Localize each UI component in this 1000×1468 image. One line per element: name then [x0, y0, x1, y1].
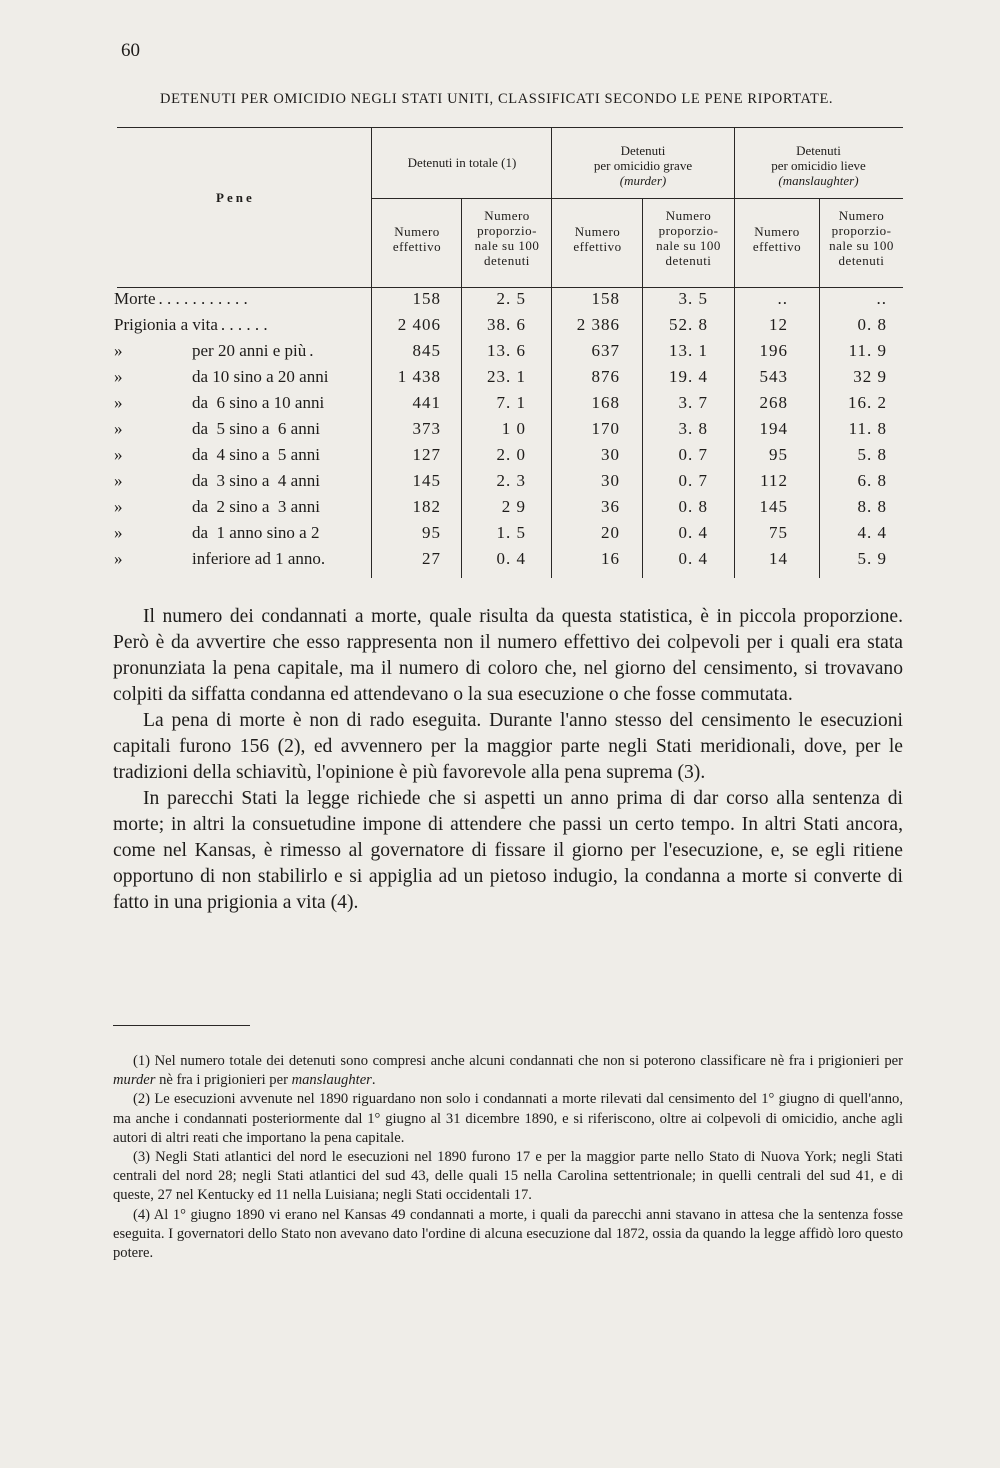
cell-li: 12 [769, 315, 788, 334]
cell-tot-p: 23. 1 [487, 367, 526, 386]
cell-gr: 30 [601, 445, 620, 464]
cell-li: 75 [769, 523, 788, 542]
cell-tot: 2 406 [397, 315, 441, 334]
cell-gr: 876 [591, 367, 620, 386]
row-label [114, 445, 320, 465]
row-label-text: da 2 sino a 3 anni [192, 497, 320, 516]
subheader-effettivo-lieve: Numero effettivo [752, 224, 802, 254]
row-label-text: da 6 sino a 10 anni [192, 393, 325, 412]
subheader-proporzionale-lieve: Numero proporzio- nale su 100 detenuti [829, 208, 894, 268]
cell-tot: 373 [412, 419, 441, 438]
cell-li: 196 [759, 341, 788, 360]
header-line: (manslaughter) [778, 173, 859, 188]
cell-li-p: 32 9 [853, 367, 887, 386]
cell-li: 112 [760, 471, 788, 490]
cell-li-p: 8. 8 [857, 497, 887, 516]
leader-dots: . . . . . . . . . . . [158, 289, 248, 308]
leader-dots: . . . . . . [220, 315, 268, 334]
subheader-proporzionale-grave: Numero proporzio- nale su 100 detenuti [656, 208, 721, 268]
row-label-text: Prigionia a vita [114, 315, 218, 334]
row-label-text: da 1 anno sino a 2 [192, 523, 320, 542]
title-part: NITI, CLASSIFICATI SECONDO LE PENE RIPORTATE. [458, 91, 834, 107]
table-top-rule [117, 127, 903, 128]
cell-gr-p: 19. 4 [669, 367, 708, 386]
cell-li-p: 11. 9 [848, 341, 887, 360]
cell-li: 268 [759, 393, 788, 412]
table-header-bottom-rule [117, 287, 903, 288]
header-line: per omicidio grave [593, 158, 693, 173]
cell-gr-p: 0. 8 [678, 497, 708, 516]
subheader-proporzionale-totale: Numero proporzio- nale su 100 detenuti [474, 208, 540, 268]
cell-tot: 127 [412, 445, 441, 464]
table-row [0, 315, 1000, 341]
cell-gr: 168 [591, 393, 620, 412]
row-label-text: da 3 sino a 4 anni [192, 471, 320, 490]
footnote-4: (4) Al 1° giugno 1890 vi erano nel Kansas 49 condannati a morte, i quali da parecchi anni stavano in attesa che la sentenza fosse eseguita. I governatori dello Stato non avevano dato l'ordine di alcuna esecuzione dal 1872, ossia da quando la legge affidò loro questo potere. [113, 1206, 903, 1262]
cell-li: 543 [759, 367, 788, 386]
cell-tot: 182 [412, 497, 441, 516]
row-label [114, 497, 320, 517]
table-row [0, 367, 1000, 393]
header-line: (murder) [619, 173, 667, 188]
group-subrule-totale [372, 198, 552, 199]
paragraph: In parecchi Stati la legge richiede che si aspetti un anno prima di dar corso alla sentenza di morte; in altri la consuetudine impone di attendere che passi un certo tempo. In altri Stati ancora, come nel Kansas, è rimesso al governatore di fissare il giorno per l'esecuzione, e, se egli ritiene opportuno di non stabilirlo e si appiglia ad un pietoso indugio, la condanna a morte si converte di fatto in una prigionia a vita (4). [113, 788, 903, 913]
cell-gr: 170 [591, 419, 620, 438]
cell-gr: 16 [601, 549, 620, 568]
cell-tot: 158 [412, 289, 441, 308]
cell-li-p: 0. 8 [857, 315, 887, 334]
row-label [114, 419, 320, 439]
title-part: TATI [410, 91, 448, 107]
ditto-marker: » [114, 549, 123, 568]
table-row [0, 523, 1000, 549]
title-part: S [401, 91, 411, 107]
header-group-grave [552, 143, 734, 188]
cell-gr-p: 0. 4 [678, 549, 708, 568]
cell-tot-p: 1. 5 [496, 523, 526, 542]
table-row [0, 471, 1000, 497]
cell-li-p: 11. 8 [848, 419, 887, 438]
footnote-2: (2) Le esecuzioni avvenute nel 1890 riguardano non solo i condannati a morte rilevati dal censimento del 1° giugno di quell'anno, ma anche i condannati posteriormente dal 1° giugno al 31 dicembre 1890, e si riferiscono, oltre ai colpevoli di omicidio, anche agli autori di altri reati che importano la pena capitale. [113, 1091, 903, 1146]
cell-li-p: 5. 9 [857, 549, 887, 568]
row-label [114, 471, 320, 491]
title-part: D [160, 91, 172, 107]
table-row [0, 419, 1000, 445]
table-title [160, 91, 833, 108]
cell-tot-p: 7. 1 [496, 393, 526, 412]
cell-tot-p: 2. 3 [496, 471, 526, 490]
row-label [114, 523, 319, 543]
cell-tot: 1 438 [397, 367, 441, 386]
subheader-effettivo-grave: Numero effettivo [573, 224, 622, 254]
row-label-text: Morte [114, 289, 156, 308]
cell-li-p: 16. 2 [848, 393, 887, 412]
cell-tot-p: 1 0 [501, 419, 526, 438]
cell-gr: 30 [601, 471, 620, 490]
cell-gr-p: 0. 7 [678, 445, 708, 464]
paragraph: Il numero dei condannati a morte, quale risulta da questa statistica, è in piccola proporzione. Però è da avvertire che esso rappresenta non il numero effettivo dei colpevoli per i quali era stata pronunziata la pena capitale, ma il numero di coloro che, nel giorno del censimento, si trovavano colpiti da siffatta condanna ed attendevano o la sua esecuzione o che fosse commutata. [113, 606, 903, 705]
ditto-marker: » [114, 419, 123, 438]
cell-gr-p: 3. 7 [678, 393, 708, 412]
ditto-marker: » [114, 393, 123, 412]
cell-gr-p: 0. 4 [678, 523, 708, 542]
cell-tot: 95 [422, 523, 441, 542]
cell-tot: 145 [412, 471, 441, 490]
cell-li: 95 [769, 445, 788, 464]
footnote-3: (3) Negli Stati atlantici del nord le esecuzioni nel 1890 furono 17 e per la maggior parte nello Stato di Nuova York; negli Stati centrali del nord 28; negli Stati atlantici del sud 43, delle quali 15 nella Carolina settentrionale; in quelli centrali del sud 41, e di queste, 27 nel Kentucky ed 11 nella Luisiana; negli Stati occidentali 17. [113, 1149, 903, 1204]
cell-gr: 2 386 [576, 315, 620, 334]
cell-tot: 845 [412, 341, 441, 360]
row-label-text: da 5 sino a 6 anni [192, 419, 320, 438]
cell-tot-p: 38. 6 [487, 315, 526, 334]
cell-gr-p: 0. 7 [678, 471, 708, 490]
table-row [0, 289, 1000, 315]
table-row [0, 497, 1000, 523]
row-label [114, 393, 324, 413]
table-row [0, 549, 1000, 575]
cell-gr-p: 3. 5 [678, 289, 708, 308]
table-row [0, 341, 1000, 367]
ditto-marker: » [114, 367, 123, 386]
row-label-text: inferiore ad 1 anno. [192, 549, 326, 568]
cell-tot-p: 13. 6 [487, 341, 526, 360]
cell-tot-p: 2. 5 [496, 289, 526, 308]
cell-li-p: 6. 8 [857, 471, 887, 490]
cell-tot: 27 [422, 549, 441, 568]
table-row [0, 393, 1000, 419]
cell-li: 194 [759, 419, 788, 438]
header-pene: Pene [216, 190, 255, 205]
ditto-marker: » [114, 445, 123, 464]
cell-gr: 158 [591, 289, 620, 308]
paragraph: La pena di morte è non di rado eseguita. Durante l'anno stesso del censimento le esecuzioni capitali furono 156 (2), ed avvennero per la maggior parte negli Stati meridionali, dove, per le tradizioni della schiavitù, l'opinione è più favorevole alla pena suprema (3). [113, 710, 903, 783]
cell-gr-p: 13. 1 [669, 341, 708, 360]
leader-dots: . [309, 341, 314, 360]
footnote-separator [113, 1025, 250, 1026]
header-line: Detenuti [620, 143, 666, 158]
cell-gr: 20 [601, 523, 620, 542]
cell-li: 145 [759, 497, 788, 516]
footnote-1: (1) Nel numero totale dei detenuti sono compresi anche alcuni condannati che non si poterono classificare nè fra i prigionieri per murder nè fra i prigionieri per manslaughter. [113, 1053, 903, 1089]
cell-tot-p: 2 9 [501, 497, 526, 516]
table-row [0, 445, 1000, 471]
group-subrule-grave [552, 198, 734, 199]
cell-li: .. [777, 289, 788, 308]
row-label [114, 289, 248, 309]
cell-li-p: .. [876, 289, 887, 308]
header-line: Detenuti [796, 143, 841, 158]
cell-tot-p: 0. 4 [496, 549, 526, 568]
title-part: ETENUTI PER OMICIDIO NEGLI [171, 91, 402, 107]
cell-gr-p: 3. 8 [678, 419, 708, 438]
title-part: U [447, 91, 459, 107]
cell-li-p: 4. 4 [857, 523, 887, 542]
cell-tot-p: 2. 0 [496, 445, 526, 464]
cell-li: 14 [769, 549, 788, 568]
row-label [114, 549, 325, 569]
header-line: per omicidio lieve [771, 158, 866, 173]
cell-gr: 637 [591, 341, 620, 360]
cell-li-p: 5. 8 [857, 445, 887, 464]
row-label-text: da 10 sino a 20 anni [192, 367, 329, 386]
body-text [113, 604, 903, 916]
cell-gr: 36 [601, 497, 620, 516]
ditto-marker: » [114, 471, 123, 490]
ditto-marker: » [114, 497, 123, 516]
ditto-marker: » [114, 341, 123, 360]
row-label-text: da 4 sino a 5 anni [192, 445, 320, 464]
row-label-text: per 20 anni e più [192, 341, 307, 360]
subheader-effettivo-totale: Numero effettivo [392, 224, 442, 254]
header-group-lieve [734, 143, 903, 188]
page-number: 60 [121, 40, 140, 61]
header-group-totale: Detenuti in totale (1) [407, 155, 517, 170]
footnotes [113, 1052, 903, 1263]
row-label [114, 367, 328, 387]
cell-gr-p: 52. 8 [669, 315, 708, 334]
row-label [114, 315, 268, 335]
ditto-marker: » [114, 523, 123, 542]
row-label [114, 341, 314, 361]
cell-tot: 441 [412, 393, 441, 412]
